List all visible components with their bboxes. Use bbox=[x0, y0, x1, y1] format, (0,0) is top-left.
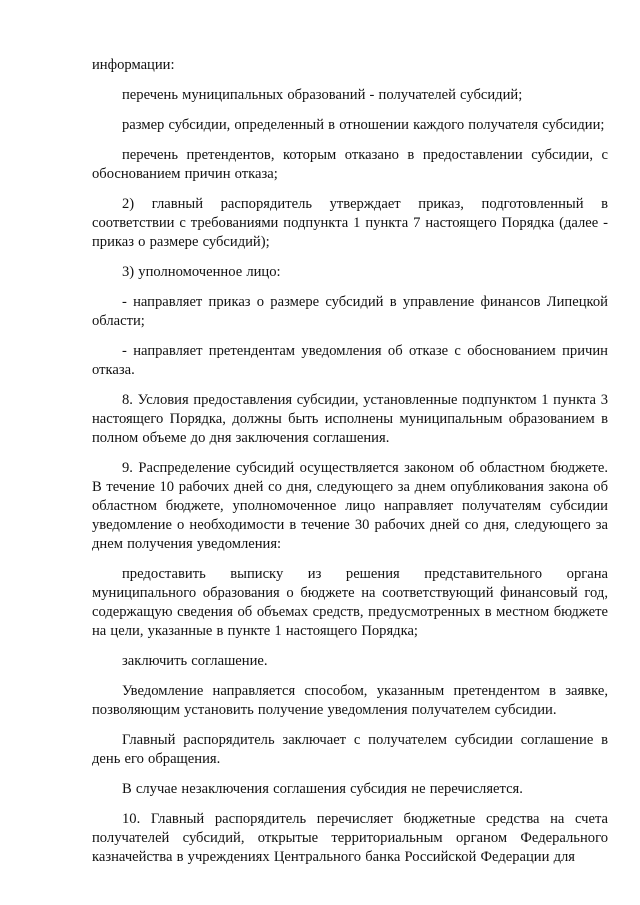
paragraph-subsidy-size: размер субсидии, определенный в отношении каждого получателя субсидии; bbox=[122, 117, 605, 133]
paragraph-agreement-day: Главный распорядитель заключает с получателем субсидии соглашение в день его обращения. bbox=[92, 732, 608, 767]
paragraph-item-8: 8. Условия предоставления субсидии, установленные подпунктом 1 пункта 3 настоящего Порядка, должны быть исполнены муниципальным образованием в полном объеме до дня заключения соглашения. bbox=[92, 392, 608, 446]
document-body bbox=[92, 56, 608, 878]
paragraph-conclude-agreement: заключить соглашение. bbox=[122, 653, 268, 669]
paragraph-authorized-person: 3) уполномоченное лицо: bbox=[122, 264, 281, 280]
paragraph-item-10: 10. Главный распорядитель перечисляет бюджетные средства на счета получателей субсидий, открытые территориальным органом Федерального казначейства в учреждениях Центрального банка Российской Федерации для bbox=[92, 811, 608, 865]
paragraph-list-municipalities: перечень муниципальных образований - получателей субсидий; bbox=[122, 87, 523, 103]
paragraph-send-order: - направляет приказ о размере субсидий в управление финансов Липецкой области; bbox=[92, 294, 608, 329]
paragraph-refused-applicants: перечень претендентов, которым отказано в предоставлении субсидии, с обоснованием причин отказа; bbox=[92, 147, 608, 182]
paragraph-send-refusals: - направляет претендентам уведомления об отказе с обоснованием причин отказа. bbox=[92, 343, 608, 378]
paragraph-continuation: информации: bbox=[92, 57, 175, 73]
paragraph-no-agreement: В случае незаключения соглашения субсидия не перечисляется. bbox=[122, 781, 523, 797]
paragraph-notification-method: Уведомление направляется способом, указанным претендентом в заявке, позволяющим установить получение уведомления получателем субсидии. bbox=[92, 683, 608, 718]
paragraph-item-9: 9. Распределение субсидий осуществляется законом об областном бюджете. В течение 10 рабочих дней со дня, следующего за днем опубликования закона об областном бюджете, уполномоченное лицо направляет получателям субсидии уведомление о необходимости в течение 30 рабочих дней со дня, следующего за днем получения уведомления: bbox=[92, 460, 608, 552]
paragraph-order-approval: 2) главный распорядитель утверждает приказ, подготовленный в соответствии с требованиями подпункта 1 пункта 7 настоящего Порядка (далее - приказ о размере субсидий); bbox=[92, 196, 608, 250]
paragraph-provide-extract: предоставить выписку из решения представительного органа муниципального образования о бюджете на соответствующий финансовый год, содержащую сведения об объемах средств, предусмотренных в местном бюджете на цели, указанные в пункте 1 настоящего Порядка; bbox=[92, 566, 608, 639]
